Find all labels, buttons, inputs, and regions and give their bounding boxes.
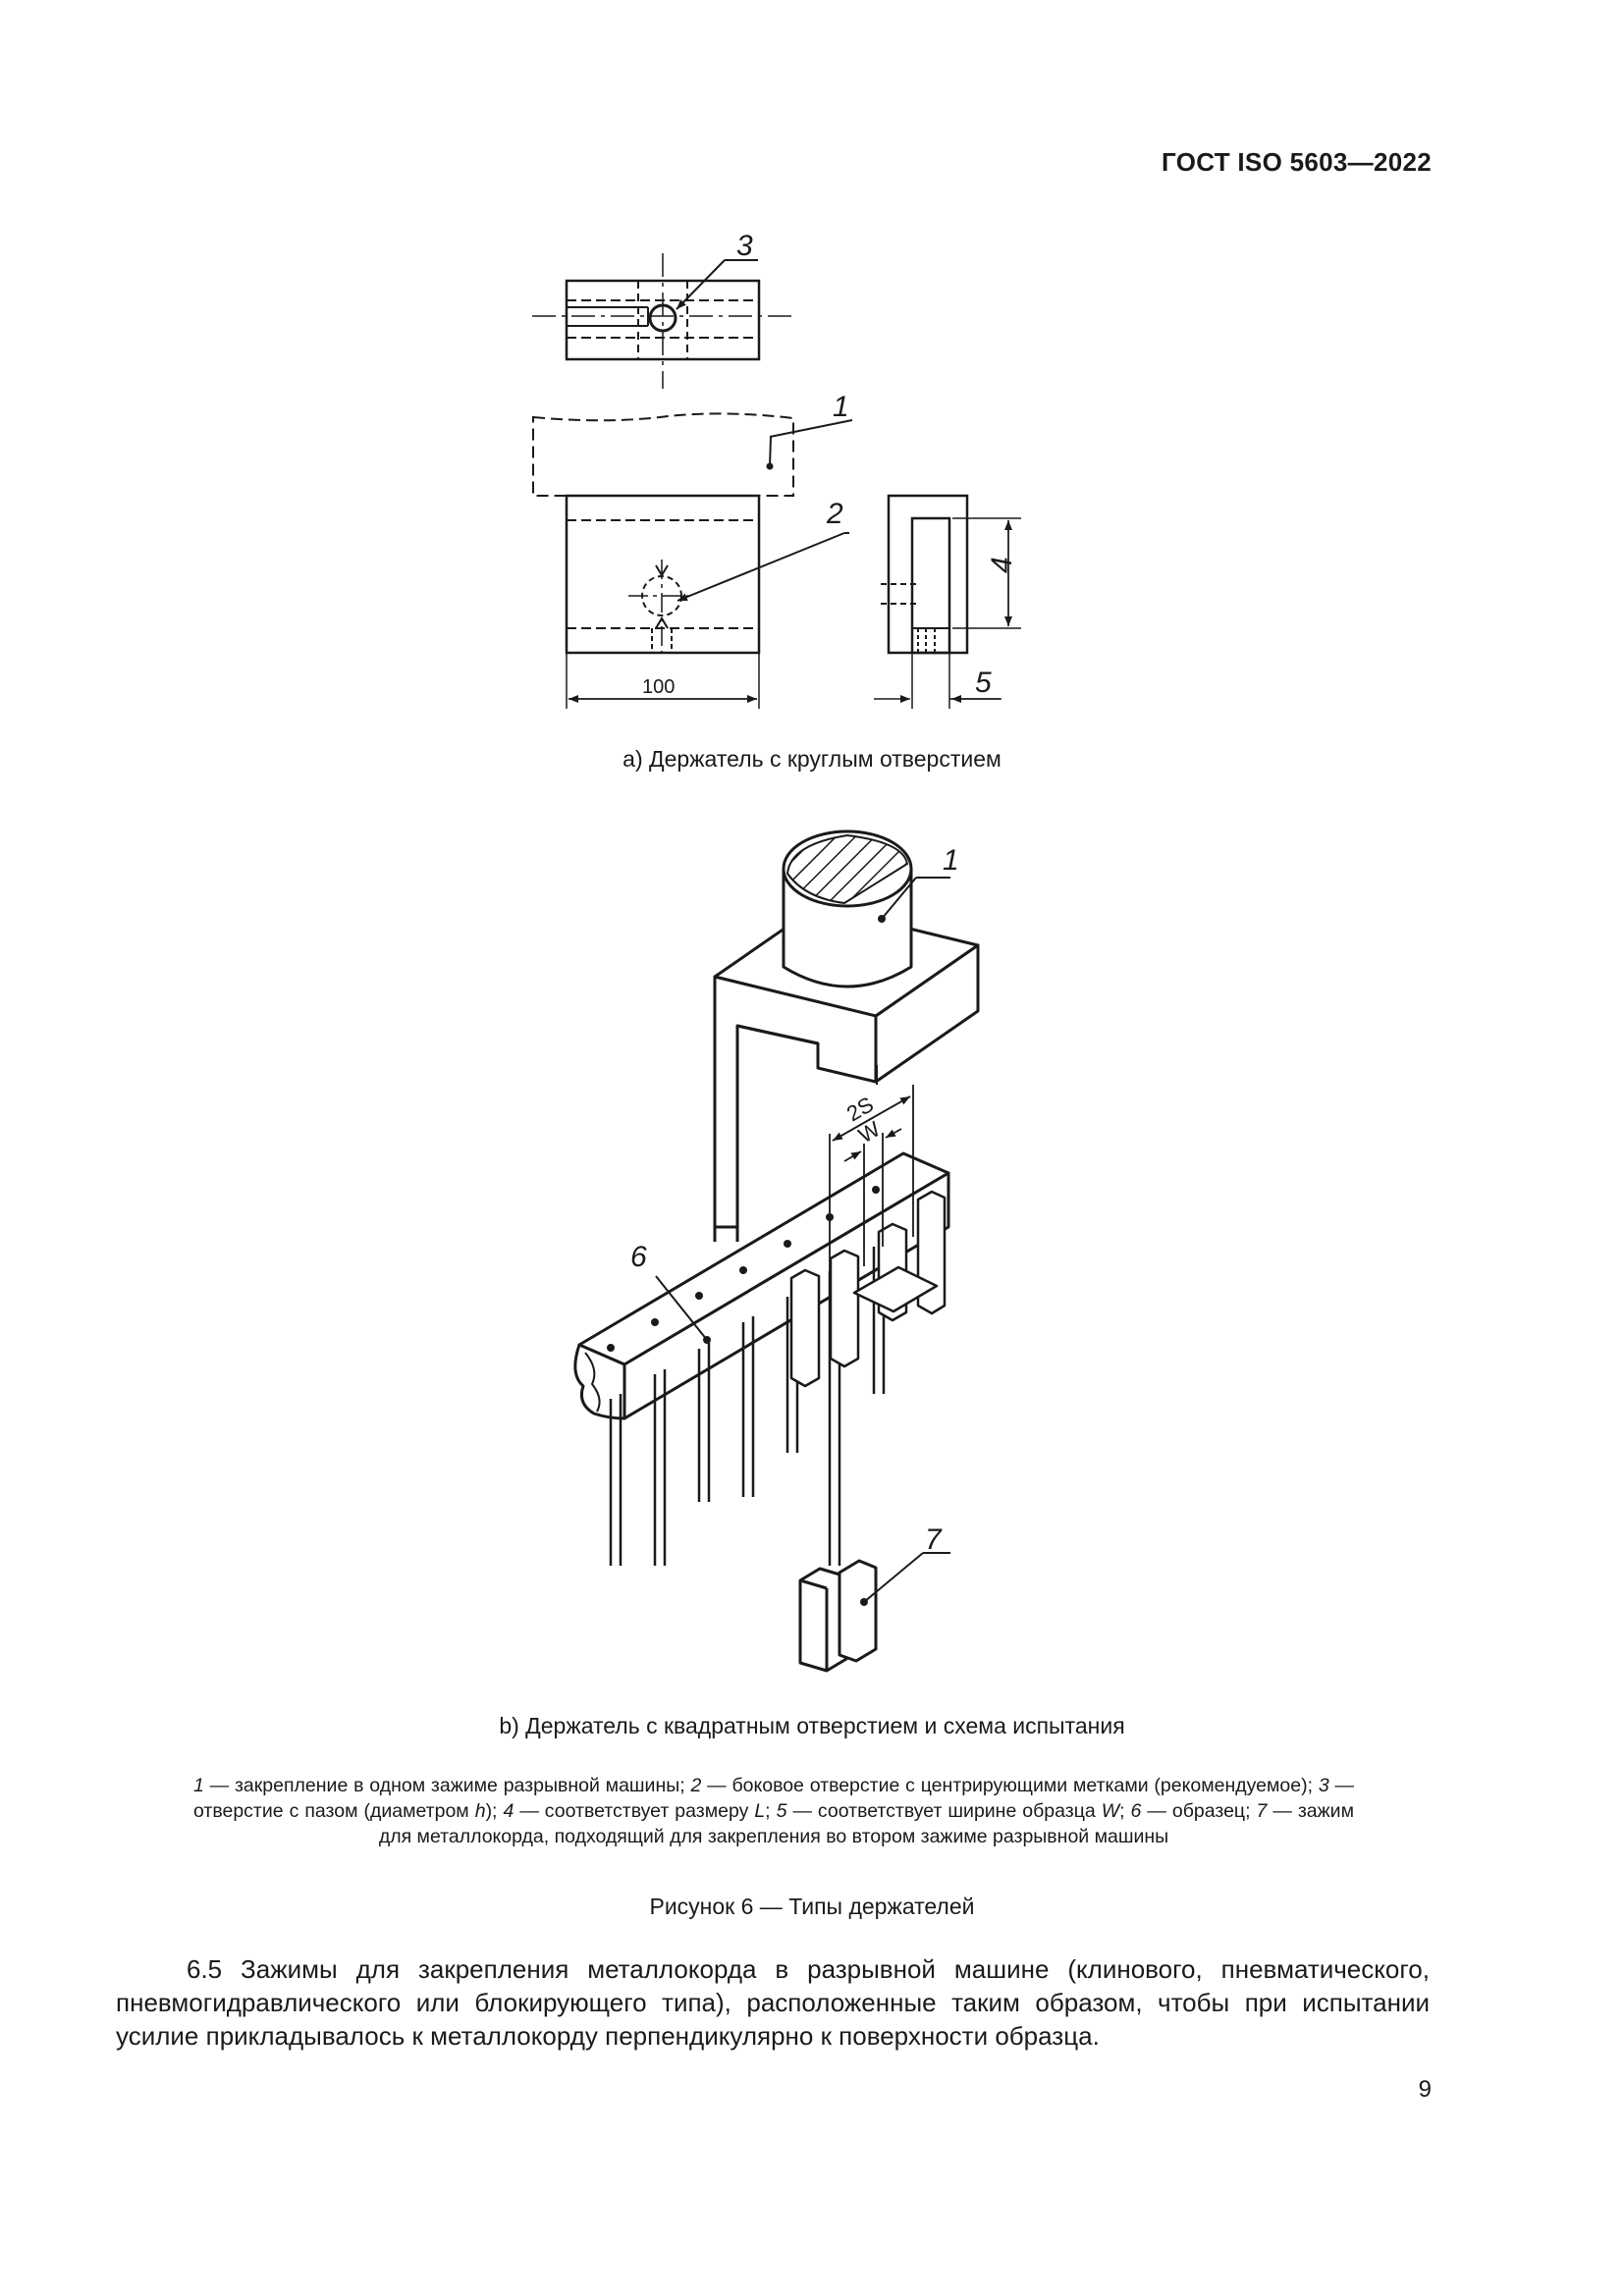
label-b-6: 6 [630,1241,647,1273]
label-b-1: 1 [943,844,959,877]
document-header: ГОСТ ISO 5603—2022 [1162,147,1432,177]
legend-num-4: 4 [503,1800,514,1822]
legend-num-2: 2 [690,1775,702,1796]
label-1: 1 [833,391,849,423]
figure-legend: 1 — закрепление в одном зажиме разрывной машины; 2 — боковое отверстие с центрирующими метками (рекомендуемое); 3 — отверстие с пазом (диаметром h); 4 — соответствует размеру L; 5 — соответствует ширине образца W; 6 — образец; 7 — зажим для металлокорда, подходящий для закрепления во втором зажиме разрывной машины [193,1775,1355,1847]
label-5: 5 [975,667,992,699]
dim-2S: 2S [842,1092,878,1127]
label-2: 2 [827,498,843,530]
label-3: 3 [736,230,753,262]
machine-grip [533,413,793,496]
legend-num-6: 6 [1130,1800,1142,1822]
caption-b: b) Держатель с квадратным отверстием и схема испытания [499,1713,1125,1738]
page-number: 9 [1418,2076,1432,2103]
drawing-a [532,253,1021,709]
legend-num-5: 5 [776,1800,787,1822]
dim-W: W [854,1116,885,1148]
figure-title: Рисунок 6 — Типы держателей [649,1894,975,1919]
caption-a: a) Держатель с круглым отверстием [623,746,1001,772]
legend-num-3: 3 [1318,1775,1329,1796]
label-4: 4 [986,557,1018,573]
dim-100: 100 [642,676,676,698]
legend-num-7: 7 [1256,1800,1268,1822]
label-b-7: 7 [925,1523,942,1556]
paragraph-6-5: 6.5 Зажимы для закрепления металлокорда в разрывной машине (клинового, пневматического, пневмогидравлического или блокирующего типа), расположенные таким образом, чтобы при испытании усилие прикладывалось к металлокорду перпендикулярно к поверхности образца. [116,1954,1430,2051]
legend-num-1: 1 [193,1775,204,1796]
